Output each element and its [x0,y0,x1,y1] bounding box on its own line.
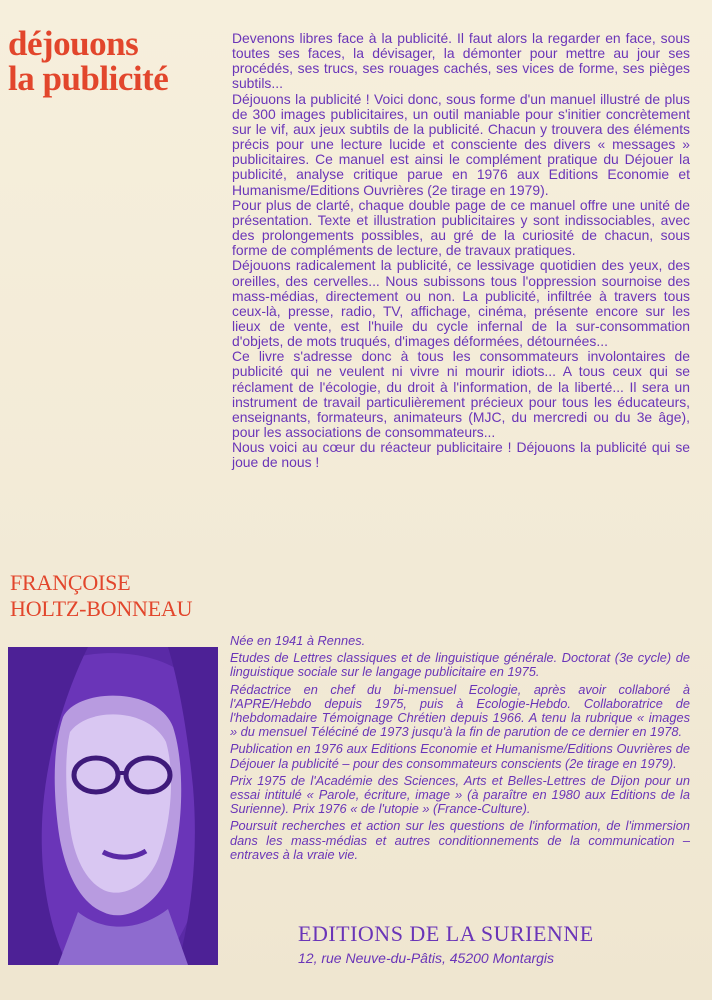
bio-text: Poursuit recherches et action sur les questions de l'information, de l'immersion dans les mass-médias et autres conditionnements de la communication – entraves à la vraie vie. [230,818,690,862]
author-photo [8,647,218,965]
bio-text: Rédactrice en chef du bi-mensuel Ecologie, après avoir collaboré à l'APRE/Hebdo depuis 1975, puis à Ecologie-Hebdo. Collaboratrice de l'hebdomadaire Témoignage Chrétien depuis 1966. A tenu la rubrique « images » du mensuel Téléciné de 1973 jusqu'à la fin de parution de ce dernier en 1978. [230,681,690,740]
blurb-paragraph: Déjouons la publicité ! Voici donc, sous forme d'un manuel illustré de plus de 300 images publicitaires, un outil maniable pour s'initier concrètement sur le vif, aux jeux subtils de la publicité. Chacun y trouvera des éléments précis pour une lecture lucide et consciente des divers « messages » publicitaires. Ce manuel est ainsi le complément pratique du Déjouer la publicité, analyse critique parue en 1976 aux Editions Economie et Humanisme/Editions Ouvrières (2e tirage en 1979). [232,90,690,198]
author-name [10,570,210,622]
bio-paragraph [230,774,690,817]
author-first-name: FRANÇOISE [10,570,131,595]
book-title [8,26,223,96]
bio-text: Publication en 1976 aux Editions Economie et Humanisme/Editions Ouvrières de Déjouer la publicité – pour des consommateurs conscients (2e tirage en 1979). [230,741,690,771]
blurb-paragraph: Ce livre s'adresse donc à tous les consommateurs involontaires de publicité qui ne veulent ni vivre ni mourir idiots... A tous ceux qui se réclament de l'écologie, du droit à l'information, de la liberté... Il sera un instrument de travail particulièrement précieux pour tous les éducateurs, enseignants, formateurs, animateurs (MJC, du mercredi ou du 3e âge), pour les associations de consommateurs... [232,348,690,441]
blurb-paragraph: Déjouons radicalement la publicité, ce lessivage quotidien des yeux, des oreilles, des cervelles... Nous subissons tous l'oppression sournoise des mass-médias, directement ou non. La publicité, infiltrée à travers tous ceux-là, presse, radio, TV, affichage, cinéma, présente encore sur les lieux de vente, est l'huile du cycle infernal de la sur-consommation d'objets, de mots truqués, d'images déformées, détournées... [232,257,690,350]
blurb-paragraph: Devenons libres face à la publicité. Il faut alors la regarder en face, sous toutes ses faces, la dévisager, la démonter pour mettre au jour ses procédés, ses trucs, ses rouages cachés, ses vices de forme, ses pièges subtils... [232,30,690,92]
publisher-name: EDITIONS DE LA SURIENNE [298,921,594,946]
blurb-paragraph: Pour plus de clarté, chaque double page de ce manuel offre une unité de présentation. Texte et illustration publicitaires y sont indissociables, avec des prolongements possibles, au gré de la curiosité de chacun, sous forme de compléments de lecture, de travaux pratiques. [232,196,690,259]
book-title-line-1: déjouons [8,24,139,63]
blurb-paragraph: Nous voici au cœur du réacteur publicitaire ! Déjouons la publicité qui se joue de nous ! [232,439,690,471]
bio-paragraph [230,634,690,648]
bio-text: Née en 1941 à Rennes. [230,633,366,648]
bio-paragraph [230,819,690,862]
publisher-address: 12, rue Neuve-du-Pâtis, 45200 Montargis [298,950,555,966]
blurb-text [232,31,690,471]
author-last-name: HOLTZ-BONNEAU [10,596,193,621]
bio-text: Prix 1975 de l'Académie des Sciences, Arts et Belles-Lettres de Dijon pour un essai intitulé « Parole, écriture, image » (à paraître en 1980 aux Editions de la Surienne). Prix 1976 « de l'utopie » (France-Culture). [230,772,690,817]
bio-text: Etudes de Lettres classiques et de linguistique générale. Doctorat (3e cycle) de linguistique sociale sur le langage publicitaire en 1975. [230,650,690,680]
bio-paragraph [230,742,690,770]
author-biography [230,634,690,865]
book-title-line-2: la publicité [8,59,169,98]
bio-paragraph [230,651,690,679]
bio-paragraph [230,683,690,740]
